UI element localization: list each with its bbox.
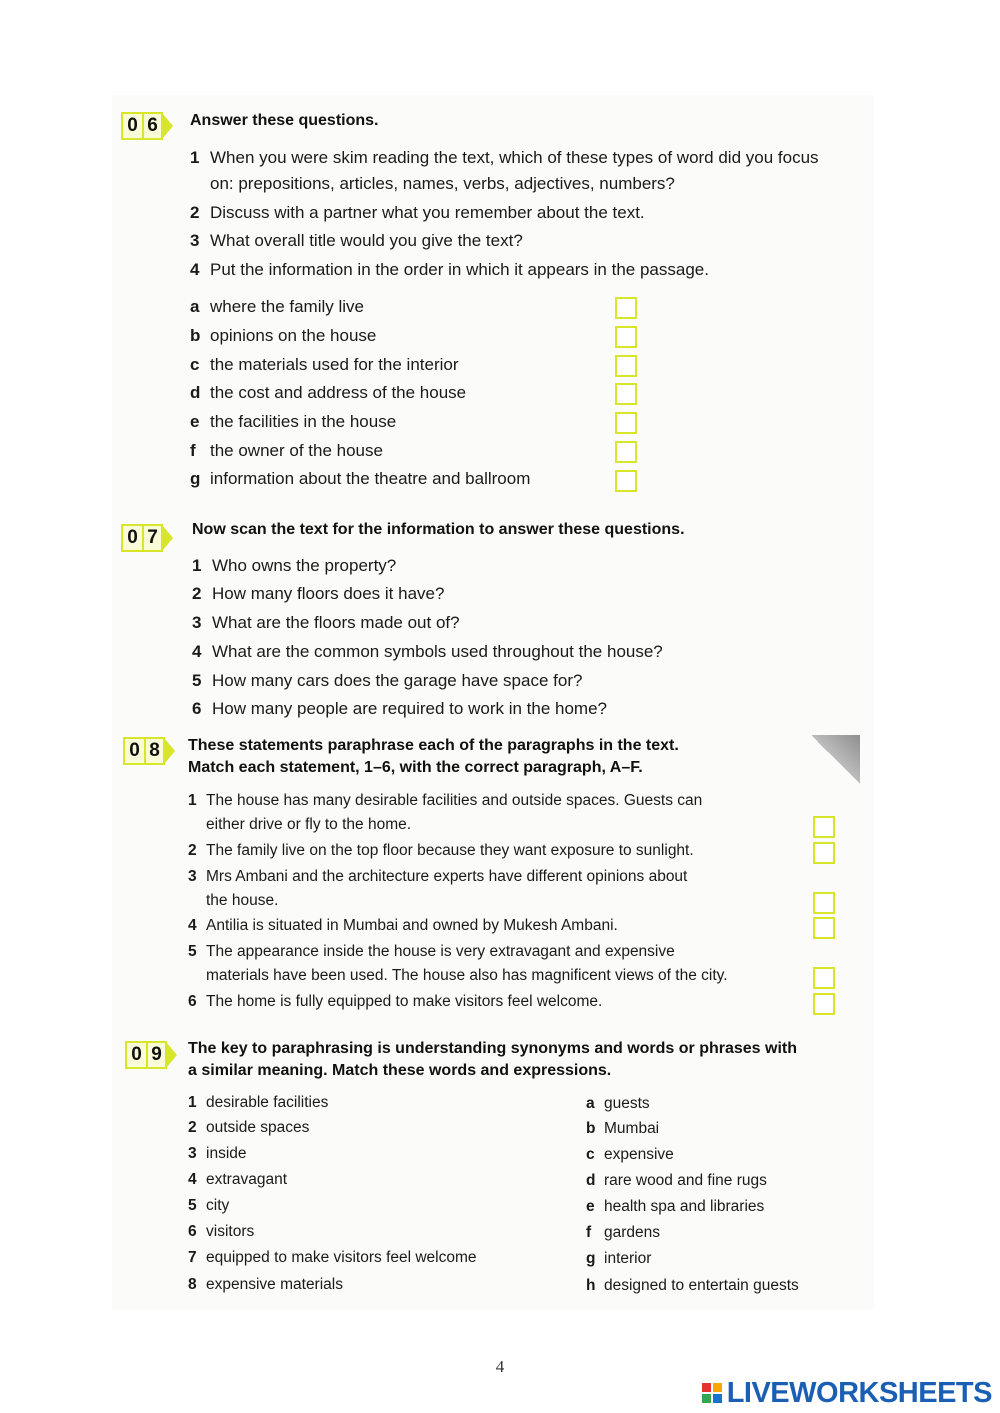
match-right-item: e health spa and libraries [586,1198,765,1215]
question-item: 5 How many cars does the garage have space for? [192,671,583,690]
badge-arrow-icon [167,1043,177,1067]
question-item: 2 How many floors does it have? [192,584,445,603]
statement-item: 5 The appearance inside the house is very extravagant and expensive materials have been used. The house also has magnificent views of the city. [188,943,728,984]
answer-box[interactable] [813,892,835,914]
exercise-08-instruction: These statements paraphrase each of the paragraphs in the text. Match each statement, 1–6, with the correct paragraph, A–F. [188,737,679,776]
exercise-07-badge [121,524,173,552]
match-right-item: c expensive [586,1146,674,1163]
statement-item: 2 The family live on the top floor because they want exposure to sunlight. [188,842,694,859]
answer-box[interactable] [813,816,835,838]
answer-box[interactable] [615,441,637,463]
match-left-item: 8 expensive materials [188,1276,343,1293]
answer-box[interactable] [813,842,835,864]
exercise-06-badge [121,112,173,140]
badge-digit: 7 [142,526,161,550]
liveworksheets-logo [702,1377,992,1409]
order-item: b opinions on the house [190,326,377,345]
match-right-item: d rare wood and fine rugs [586,1172,767,1189]
badge-arrow-icon [163,114,173,138]
question-item: 6 How many people are required to work in the home? [192,699,607,718]
answer-box[interactable] [813,967,835,989]
answer-box[interactable] [615,383,637,405]
page-corner-decoration [812,735,860,785]
statement-item: 3 Mrs Ambani and the architecture experts have different opinions about the house. [188,868,688,909]
badge-digit: 0 [129,740,140,761]
question-item: 2 Discuss with a partner what you remember about the text. [190,203,645,222]
order-item: a where the family live [190,297,365,316]
exercise-07-instruction: Now scan the text for the information to answer these questions. [192,521,685,538]
badge-digit: 0 [127,527,138,548]
match-left-item: 6 visitors [188,1223,255,1240]
order-item: e the facilities in the house [190,412,397,431]
badge-arrow-icon [163,526,173,550]
question-item: 1 Who owns the property? [192,556,397,575]
question-item: 4 What are the common symbols used throughout the house? [192,642,663,661]
brand-name: LIVEWORKSHEETS [726,1376,992,1409]
badge-digit: 9 [146,1043,165,1067]
match-left-item: 2 outside spaces [188,1119,310,1136]
match-right-item: b Mumbai [586,1120,660,1137]
answer-box[interactable] [615,355,637,377]
answer-box[interactable] [615,326,637,348]
badge-digit: 8 [144,739,163,763]
logo-grid-icon [702,1383,722,1403]
order-item: f the owner of the house [190,441,383,460]
exercise-09-badge [125,1041,177,1069]
answer-box[interactable] [813,917,835,939]
badge-digit: 0 [131,1044,142,1065]
match-left-item: 3 inside [188,1145,247,1162]
match-left-item: 1 desirable facilities [188,1094,329,1111]
answer-box[interactable] [813,993,835,1015]
question-item: 4 Put the information in the order in which it appears in the passage. [190,260,709,279]
badge-digit: 6 [142,114,161,138]
badge-digit: 0 [127,115,138,136]
exercise-08-badge [123,737,175,765]
question-item: 1 When you were skim reading the text, which of these types of word did you focus on: prepositions, articles, names, verbs, adjectives, numbers? [190,148,819,193]
match-left-item: 7 equipped to make visitors feel welcome [188,1249,477,1266]
statement-item: 6 The home is fully equipped to make visitors feel welcome. [188,993,603,1010]
exercise-09-instruction: The key to paraphrasing is understanding synonyms and words or phrases with a similar meaning. Match these words and expressions. [188,1040,798,1079]
badge-arrow-icon [165,739,175,763]
order-item: d the cost and address of the house [190,383,467,402]
order-item: g information about the theatre and ballroom [190,469,531,488]
answer-box[interactable] [615,412,637,434]
page-number: 4 [495,1357,505,1376]
answer-box[interactable] [615,470,637,492]
answer-box[interactable] [615,297,637,319]
question-item: 3 What overall title would you give the text? [190,231,523,250]
statement-item: 1 The house has many desirable facilities and outside spaces. Guests can either drive or fly to the home. [188,792,703,833]
match-right-item: f gardens [586,1224,661,1241]
match-right-item: h designed to entertain guests [586,1277,799,1294]
match-right-item: a guests [586,1095,650,1112]
question-item: 3 What are the floors made out of? [192,613,460,632]
statement-item: 4 Antilia is situated in Mumbai and owned by Mukesh Ambani. [188,917,618,934]
match-left-item: 5 city [188,1197,230,1214]
match-right-item: g interior [586,1250,652,1267]
exercise-06-instruction: Answer these questions. [190,112,379,129]
order-item: c the materials used for the interior [190,355,459,374]
match-left-item: 4 extravagant [188,1171,287,1188]
